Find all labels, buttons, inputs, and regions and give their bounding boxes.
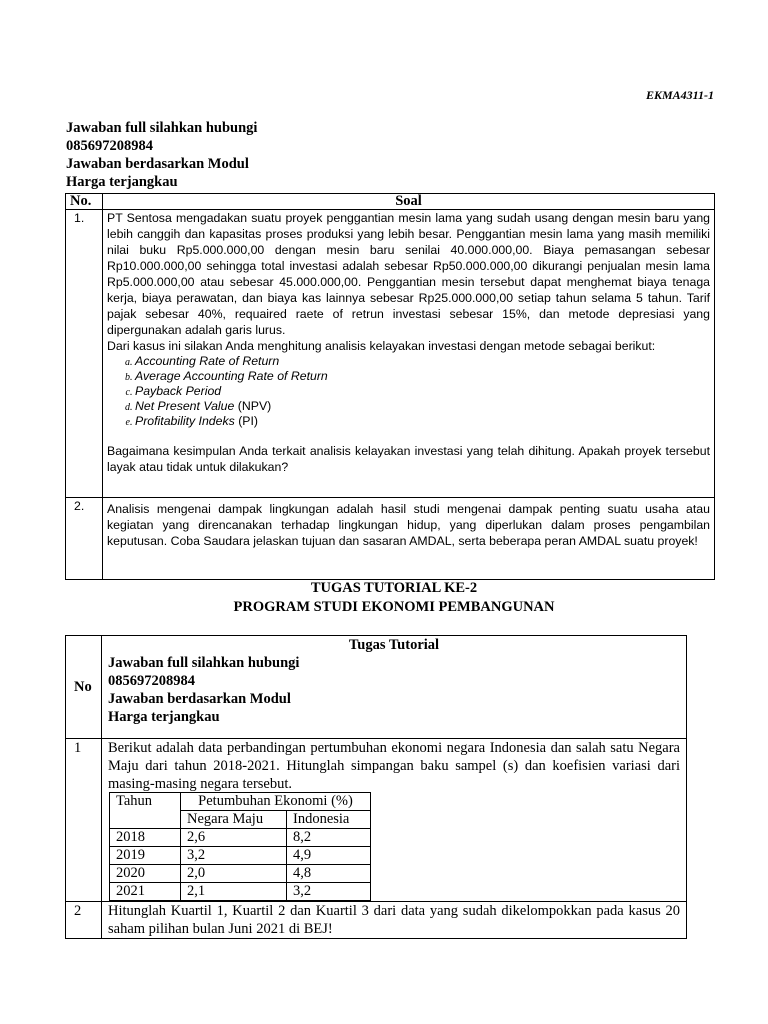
col-no-header: No [66,636,102,739]
col-soal-header: Soal [103,194,715,210]
question-text: Dari kasus ini silakan Anda menghitung analisis kelayakan investasi dengan metode sebagai berikut: [107,339,656,353]
list-item: c. Payback Period [135,384,710,399]
contact-line: Jawaban full silahkan hubungi [108,655,300,671]
table-row [110,829,371,847]
col-year-header: Tahun [110,793,181,829]
table-row [66,210,715,498]
row-number: 1. [66,210,103,498]
contact-phone: 085697208984 [108,673,195,689]
table-row [110,847,371,865]
header-title: Tugas Tutorial [348,637,440,653]
indonesia-value: 8,2 [287,829,371,847]
table-row [66,739,687,902]
maju-value: 3,2 [181,847,287,865]
question-text: PT Sentosa mengadakan suatu proyek penggantian mesin lama yang sudah usang dengan mesin baru yang lebih canggih dan kapasitas proses produksi yang lebih besar. Penggantian mesin lama yang masih memiliki nilai buku Rp5.000.000,00 dengan mesin baru senilai 40.000.000,00. Biaya pemasangan sebesar Rp10.000.000,00 sehingga total investasi adalah sebesar Rp50.000.000,00 dikurangi penjualan mesin lama Rp5.000.000,00 atau sebesar 45.000.000,00. Penggantian mesin tersebut dapat menghemat biaya tenaga kerja, biaya perawatan, dan biaya kas lainnya sebesar Rp25.000.000,00 setiap tahun selama 5 tahun. Tarif pajak sebesar 40%, requaired raete of retrun investasi sebesar 15%, dan metode depresiasi yang dipergunakan adalah garis lurus. [107,211,710,337]
list-item: e. Profitability Indeks (PI) [135,414,710,429]
table-row [110,793,371,811]
col-maju-header: Negara Maju [181,811,287,829]
table-row [110,883,371,901]
soal-table [65,193,715,580]
contact-line: Harga terjangkau [108,709,220,725]
list-item: d. Net Present Value (NPV) [135,399,710,414]
tutorial-title: TUGAS TUTORIAL KE-2 [310,580,478,596]
year-cell: 2021 [110,883,181,901]
row-number: 2. [66,498,103,580]
table-row [66,498,715,580]
course-code: EKMA4311-1 [645,88,714,102]
indonesia-value: 4,9 [287,847,371,865]
table-row [66,902,687,939]
indonesia-value: 3,2 [287,883,371,901]
year-cell: 2020 [110,865,181,883]
maju-value: 2,6 [181,829,287,847]
tutorial-table-header [66,636,687,739]
question-cell [103,498,715,580]
contact-phone: 085697208984 [66,138,153,154]
question-text: Berikut adalah data perbandingan pertumbuhan ekonomi negara Indonesia dan salah satu Negara Maju dari tahun 2018-2021. Hitunglah simpangan baku sampel (s) dan koefisien variasi dari masing-masing negara tersebut. [108,740,680,792]
maju-value: 2,1 [181,883,287,901]
question-text: Analisis mengenai dampak lingkungan adalah hasil studi mengenai dampak penting suatu usaha atau kegiatan yang direncanakan terhadap lingkungan hidup, yang diperlukan dalam proses pengambilan keputusan. Coba Saudara jelaskan tujuan dan sasaran AMDAL, serta beberapa peran AMDAL suatu proyek! [107,502,710,548]
col-growth-header: Petumbuhan Ekonomi (%) [181,793,371,811]
tutorial-table [65,635,687,939]
table-row [110,865,371,883]
header-cell [102,636,687,739]
year-cell: 2018 [110,829,181,847]
indonesia-value: 4,8 [287,865,371,883]
list-item: b. Average Accounting Rate of Return [135,369,710,384]
contact-block [66,119,257,191]
growth-data-table [109,792,371,901]
row-number: 2 [66,902,102,939]
question-cell [102,739,687,902]
method-list [107,354,710,429]
contact-line: Jawaban berdasarkan Modul [66,156,249,172]
maju-value: 2,0 [181,865,287,883]
col-indonesia-header: Indonesia [287,811,371,829]
question-cell [103,210,715,498]
list-item: a. Accounting Rate of Return [135,354,710,369]
year-cell: 2019 [110,847,181,865]
contact-line: Harga terjangkau [66,174,178,190]
soal-table-header [66,194,715,210]
question-cell: Hitunglah Kuartil 1, Kuartil 2 dan Kuartil 3 dari data yang sudah dikelompokkan pada kasus 20 saham pilihan bulan Juni 2021 di BEJ! [102,902,687,939]
col-no-header: No. [66,194,103,210]
row-number: 1 [66,739,102,902]
program-title: PROGRAM STUDI EKONOMI PEMBANGUNAN [233,599,555,615]
contact-line: Jawaban berdasarkan Modul [108,691,291,707]
question-text: Bagaimana kesimpulan Anda terkait analisis kelayakan investasi yang telah dihitung. Apakah proyek tersebut layak atau tidak untuk dilakukan? [107,444,710,474]
contact-line: Jawaban full silahkan hubungi [66,120,258,136]
